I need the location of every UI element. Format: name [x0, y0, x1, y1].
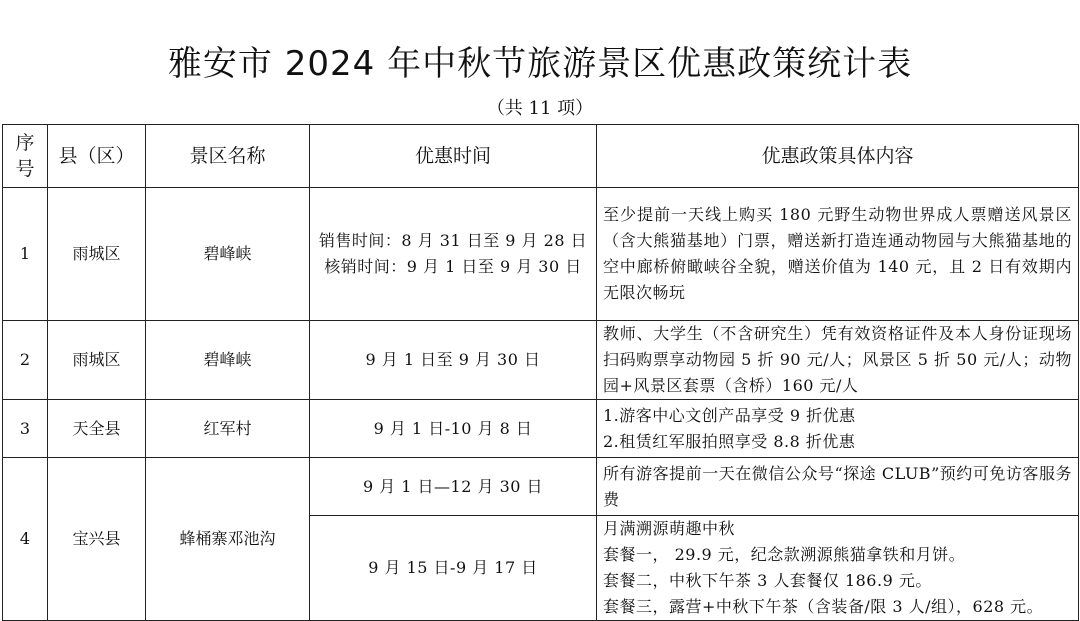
row-seq: 1 — [3, 188, 48, 321]
row-time: 9 月 1 日至 9 月 30 日 — [310, 321, 597, 400]
row-scenic: 碧峰峡 — [146, 188, 310, 321]
row-seq: 4 — [3, 458, 48, 621]
row-county: 雨城区 — [48, 321, 146, 400]
detail-item-1: 1.游客中心文创产品享受 9 折优惠 — [603, 405, 856, 425]
policy-table — [2, 124, 1079, 621]
row-detail: 至少提前一天线上购买 180 元野生动物世界成人票赠送风景区（含大熊猫基地）门票，赠送新打造连通动物园与大熊猫基地的空中廊桥俯瞰峡谷全貌，赠送价值为 140 元，且 2 日有效期内无限次畅玩 — [597, 188, 1079, 321]
column-header-county: 县（区） — [48, 125, 146, 188]
table-row — [3, 400, 1079, 458]
row-time: 9 月 1 日-10 月 8 日 — [310, 400, 597, 458]
column-header-scenic: 景区名称 — [146, 125, 310, 188]
page-subtitle: （共 11 项） — [486, 98, 594, 119]
time-redeem: 核销时间：9 月 1 日至 9 月 30 日 — [324, 257, 582, 276]
table-row — [3, 188, 1079, 321]
column-header-detail: 优惠政策具体内容 — [597, 125, 1079, 188]
package-2: 套餐二，中秋下午茶 3 人套餐仅 186.9 元。 — [603, 571, 932, 590]
table-row — [3, 321, 1079, 400]
column-header-seq: 序 号 — [3, 125, 48, 188]
row-seq: 3 — [3, 400, 48, 458]
package-title: 月满溯源萌趣中秋 — [603, 519, 736, 538]
row-scenic: 碧峰峡 — [146, 321, 310, 400]
row-seq: 2 — [3, 321, 48, 400]
package-3: 套餐三，露营+中秋下午茶（含装备/限 3 人/组），628 元。 — [603, 597, 1044, 616]
package-1: 套餐一， 29.9 元，纪念款溯源熊猫拿铁和月饼。 — [603, 545, 966, 564]
row-scenic: 蜂桶寨邓池沟 — [146, 458, 310, 621]
row-time: 9 月 1 日—12 月 30 日 — [310, 458, 597, 516]
row-time: 9 月 15 日-9 月 17 日 — [310, 516, 597, 621]
detail-item-2: 2.租赁红军服拍照享受 8.8 折优惠 — [603, 431, 856, 451]
row-detail — [597, 516, 1079, 621]
row-time — [310, 188, 597, 321]
column-header-time: 优惠时间 — [310, 125, 597, 188]
page-title: 雅安市 2024 年中秋节旅游景区优惠政策统计表 — [167, 44, 913, 84]
row-county: 天全县 — [48, 400, 146, 458]
row-detail: 所有游客提前一天在微信公众号“探途 CLUB”预约可免访客服务费 — [597, 458, 1079, 516]
table-header-row — [3, 125, 1079, 188]
row-detail — [597, 400, 1079, 458]
time-sale: 销售时间：8 月 31 日至 9 月 28 日 — [318, 231, 588, 250]
row-scenic: 红军村 — [146, 400, 310, 458]
row-county: 宝兴县 — [48, 458, 146, 621]
row-county: 雨城区 — [48, 188, 146, 321]
table-row — [3, 458, 1079, 516]
row-detail: 教师、大学生（不含研究生）凭有效资格证件及本人身份证现场扫码购票享动物园 5 折 90 元/人；风景区 5 折 50 元/人；动物园+风景区套票（含桥）160 元/人 — [597, 321, 1079, 400]
